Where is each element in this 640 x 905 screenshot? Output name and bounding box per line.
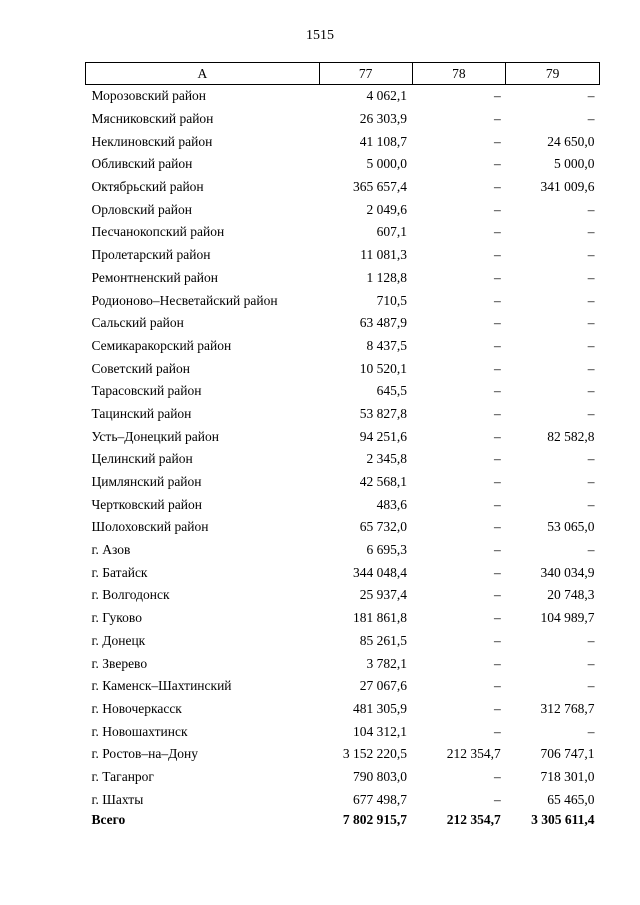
row-value-78: – [493, 428, 501, 444]
row-value-78: – [493, 700, 501, 716]
row-name: Орловский район [91, 201, 192, 217]
row-name: г. Каменск–Шахтинский [91, 678, 232, 694]
row-value-77: 10 520,1 [359, 360, 407, 376]
row-value-77: 181 861,8 [353, 610, 407, 626]
row-value-79: – [587, 337, 595, 353]
row-value-78: 212 354,7 [446, 746, 501, 762]
table-row [86, 425, 600, 448]
row-value-79: – [587, 474, 595, 490]
row-value-77: 42 568,1 [359, 474, 407, 490]
row-name: Целинский район [91, 451, 193, 467]
row-value-79: – [587, 383, 595, 399]
row-value-78: – [493, 610, 501, 626]
row-value-79: – [587, 723, 595, 739]
row-value-79: 5 000,0 [554, 156, 595, 172]
row-name: г. Новошахтинск [91, 723, 188, 739]
row-value-78: – [493, 360, 501, 376]
row-value-77: 790 803,0 [353, 768, 407, 784]
table-row [86, 221, 600, 244]
column-header-79: 79 [506, 63, 600, 85]
row-value-78: – [493, 88, 501, 104]
table-row [86, 198, 600, 221]
row-name: Цимлянский район [91, 474, 202, 490]
table-row [86, 675, 600, 698]
row-value-79: 24 650,0 [547, 133, 595, 149]
table-row [86, 130, 600, 153]
row-name: Тацинский район [91, 405, 192, 421]
row-name: г. Гуково [91, 610, 142, 626]
table-row [86, 516, 600, 539]
row-value-78: – [493, 133, 501, 149]
row-value-79: – [587, 111, 595, 127]
row-value-79: – [587, 496, 595, 512]
row-value-79: – [587, 88, 595, 104]
row-value-78: – [493, 678, 501, 694]
row-value-77: 11 081,3 [360, 247, 407, 263]
row-value-78: – [493, 768, 501, 784]
row-name: Семикаракорский район [91, 337, 232, 353]
row-value-78: – [493, 269, 501, 285]
row-value-79: – [587, 315, 595, 331]
row-value-78: – [493, 315, 501, 331]
row-value-78: – [493, 156, 501, 172]
table-row [86, 403, 600, 426]
row-name: г. Ростов–на–Дону [91, 746, 199, 762]
row-value-77: 5 000,0 [366, 156, 407, 172]
row-value-79: 718 301,0 [540, 768, 595, 784]
total-label: Всего [91, 812, 126, 827]
row-value-78: – [493, 519, 501, 535]
row-value-78: – [493, 587, 501, 603]
row-value-78: – [493, 542, 501, 558]
total-value-78: 212 354,7 [446, 812, 501, 827]
table-row [86, 176, 600, 199]
row-name: г. Батайск [91, 564, 148, 580]
table-row [86, 244, 600, 267]
row-value-77: 2 049,6 [366, 201, 407, 217]
row-name: г. Волгодонск [91, 587, 170, 603]
row-value-79: 53 065,0 [547, 519, 595, 535]
row-value-77: 94 251,6 [359, 428, 407, 444]
table-row [86, 380, 600, 403]
row-name: г. Донецк [91, 632, 146, 648]
row-value-79: – [587, 360, 595, 376]
row-value-79: 706 747,1 [540, 746, 595, 762]
row-name: Обливский район [91, 156, 193, 172]
row-value-77: 41 108,7 [359, 133, 407, 149]
budget-table [85, 62, 600, 829]
row-name: Пролетарский район [91, 247, 211, 263]
row-value-77: 365 657,4 [353, 179, 407, 195]
row-value-77: 63 487,9 [359, 315, 407, 331]
table-row [86, 448, 600, 471]
row-value-78: – [493, 224, 501, 240]
table-row [86, 493, 600, 516]
row-value-77: 677 498,7 [353, 791, 407, 807]
row-value-77: 483,6 [376, 496, 407, 512]
row-value-78: – [493, 655, 501, 671]
table-row [86, 698, 600, 721]
row-value-77: 481 305,9 [353, 700, 407, 716]
row-name: Родионово–Несветайский район [91, 292, 278, 308]
total-row [86, 811, 600, 829]
table-row [86, 357, 600, 380]
row-value-78: – [493, 179, 501, 195]
table-row [86, 766, 600, 789]
table-row [86, 788, 600, 811]
row-name: Чертковский район [91, 496, 202, 512]
row-value-77: 1 128,8 [366, 269, 407, 285]
row-value-79: – [587, 405, 595, 421]
row-value-77: 710,5 [376, 292, 407, 308]
row-value-79: – [587, 678, 595, 694]
column-header-77: 77 [319, 63, 412, 85]
row-value-78: – [493, 451, 501, 467]
row-value-79: 20 748,3 [547, 587, 595, 603]
row-value-77: 607,1 [376, 224, 407, 240]
column-header-78: 78 [412, 63, 506, 85]
row-name: Октябрьский район [91, 179, 204, 195]
row-value-78: – [493, 474, 501, 490]
table-body [86, 85, 600, 812]
row-name: Мясниковский район [91, 111, 214, 127]
row-value-78: – [493, 337, 501, 353]
row-value-78: – [493, 247, 501, 263]
row-value-78: – [493, 292, 501, 308]
row-value-79: 104 989,7 [540, 610, 595, 626]
row-name: Ремонтненский район [91, 269, 218, 285]
total-value-79: 3 305 611,4 [531, 812, 595, 827]
row-value-79: – [587, 632, 595, 648]
row-value-79: 341 009,6 [540, 179, 595, 195]
row-value-79: – [587, 201, 595, 217]
row-value-79: – [587, 542, 595, 558]
row-value-78: – [493, 723, 501, 739]
row-name: Неклиновский район [91, 133, 213, 149]
row-value-77: 25 937,4 [359, 587, 407, 603]
row-name: Шолоховский район [91, 519, 209, 535]
row-name: Песчанокопский район [91, 224, 225, 240]
table-row [86, 85, 600, 108]
row-name: г. Шахты [91, 791, 144, 807]
row-value-77: 85 261,5 [359, 632, 407, 648]
table-header-row [86, 63, 600, 85]
row-value-77: 2 345,8 [366, 451, 407, 467]
row-value-77: 645,5 [376, 383, 407, 399]
row-value-77: 53 827,8 [359, 405, 407, 421]
page-number: 1515 [306, 28, 334, 43]
row-value-79: 340 034,9 [540, 564, 595, 580]
row-value-79: – [587, 224, 595, 240]
row-value-77: 3 782,1 [366, 655, 407, 671]
row-value-77: 3 152 220,5 [342, 746, 407, 762]
row-name: Сальский район [91, 315, 184, 331]
row-value-79: – [587, 247, 595, 263]
table-row [86, 561, 600, 584]
table-row [86, 108, 600, 131]
table-row [86, 720, 600, 743]
row-value-78: – [493, 632, 501, 648]
row-value-79: 65 465,0 [547, 791, 595, 807]
row-value-78: – [493, 383, 501, 399]
table-row [86, 743, 600, 766]
row-value-77: 65 732,0 [359, 519, 407, 535]
table-row [86, 312, 600, 335]
row-name: г. Зверево [91, 655, 148, 671]
table-row [86, 584, 600, 607]
row-name: г. Таганрог [91, 768, 154, 784]
row-value-77: 344 048,4 [353, 564, 407, 580]
row-value-79: 312 768,7 [540, 700, 595, 716]
row-value-78: – [493, 111, 501, 127]
row-name: Усть–Донецкий район [91, 428, 219, 444]
row-value-78: – [493, 405, 501, 421]
row-value-78: – [493, 791, 501, 807]
row-value-79: – [587, 451, 595, 467]
row-name: Тарасовский район [91, 383, 202, 399]
table-row [86, 335, 600, 358]
row-value-77: 27 067,6 [359, 678, 407, 694]
row-value-77: 8 437,5 [366, 337, 407, 353]
row-value-77: 6 695,3 [366, 542, 407, 558]
column-header-a: А [86, 63, 320, 85]
row-value-79: 82 582,8 [547, 428, 595, 444]
table-row [86, 267, 600, 290]
row-name: Советский район [91, 360, 190, 376]
row-value-77: 4 062,1 [366, 88, 407, 104]
row-name: г. Новочеркасск [91, 700, 182, 716]
row-value-79: – [587, 269, 595, 285]
table-row [86, 630, 600, 653]
table-row [86, 289, 600, 312]
row-value-78: – [493, 201, 501, 217]
row-value-78: – [493, 496, 501, 512]
table-row [86, 153, 600, 176]
row-name: Морозовский район [91, 88, 207, 104]
row-value-77: 104 312,1 [353, 723, 407, 739]
table-row [86, 652, 600, 675]
row-value-79: – [587, 292, 595, 308]
row-value-79: – [587, 655, 595, 671]
table-row [86, 471, 600, 494]
table-row [86, 539, 600, 562]
row-value-78: – [493, 564, 501, 580]
row-value-77: 26 303,9 [359, 111, 407, 127]
total-value-77: 7 802 915,7 [342, 812, 407, 827]
table-row [86, 607, 600, 630]
row-name: г. Азов [91, 542, 131, 558]
